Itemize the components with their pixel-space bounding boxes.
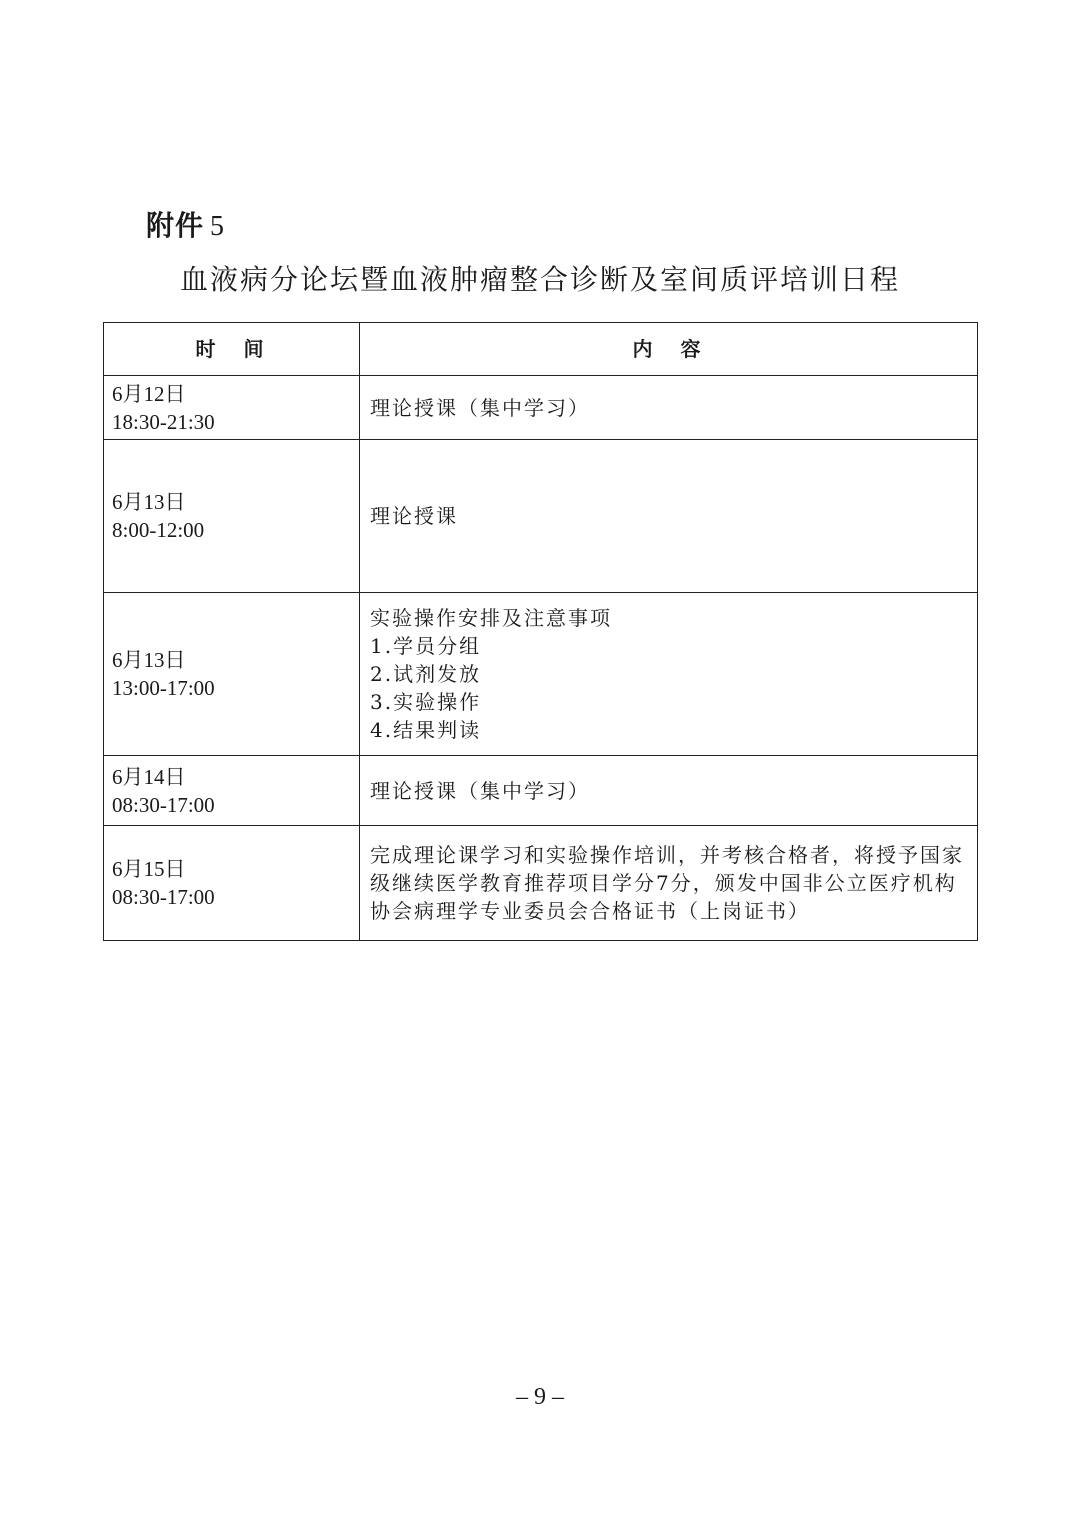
content-line: 1.学员分组	[370, 634, 482, 658]
time-cell	[104, 440, 360, 593]
time-cell	[104, 826, 360, 941]
row-date: 6月13日	[112, 490, 186, 514]
content-line: 实验操作安排及注意事项	[370, 606, 612, 630]
row-date: 6月12日	[112, 381, 186, 406]
header-content: 内 容	[360, 323, 978, 376]
content-line: 完成理论课学习和实验操作培训，并考核合格者，将授予国家	[370, 843, 964, 867]
table-row	[104, 593, 978, 756]
page-number: – 9 –	[516, 1384, 564, 1410]
content-line: 理论授课（集中学习）	[370, 395, 590, 420]
content-line: 理论授课	[370, 504, 458, 528]
content-cell	[360, 826, 978, 941]
table-header-row	[104, 323, 978, 376]
content-line: 协会病理学专业委员会合格证书（上岗证书）	[370, 899, 810, 923]
row-date: 6月15日	[112, 857, 186, 881]
header-time: 时 间	[104, 323, 360, 376]
row-time: 08:30-17:00	[112, 792, 215, 817]
content-cell	[360, 440, 978, 593]
attachment-number: 5	[210, 211, 226, 242]
content-line: 3.实验操作	[370, 690, 482, 714]
content-line: 级继续医学教育推荐项目学分7分，颁发中国非公立医疗机构	[370, 871, 957, 895]
row-time: 08:30-17:00	[112, 885, 215, 909]
time-cell	[104, 756, 360, 826]
table-row	[104, 756, 978, 826]
table-row	[104, 826, 978, 941]
row-time: 18:30-21:30	[112, 409, 215, 434]
content-cell	[360, 593, 978, 756]
attachment-label	[146, 204, 225, 244]
document-title: 血液病分论坛暨血液肿瘤整合诊断及室间质评培训日程	[179, 263, 900, 296]
content-line: 理论授课（集中学习）	[370, 778, 590, 803]
schedule-table	[103, 322, 978, 941]
row-date: 6月13日	[112, 648, 186, 672]
content-cell	[360, 376, 978, 440]
attachment-text: 附件	[146, 209, 205, 242]
row-time: 8:00-12:00	[112, 518, 205, 542]
time-cell	[104, 376, 360, 440]
content-line: 4.结果判读	[370, 718, 482, 742]
content-cell	[360, 756, 978, 826]
row-time: 13:00-17:00	[112, 676, 215, 700]
time-cell	[104, 593, 360, 756]
content-line: 2.试剂发放	[370, 662, 482, 686]
table-row	[104, 376, 978, 440]
row-date: 6月14日	[112, 764, 186, 789]
table-row	[104, 440, 978, 593]
